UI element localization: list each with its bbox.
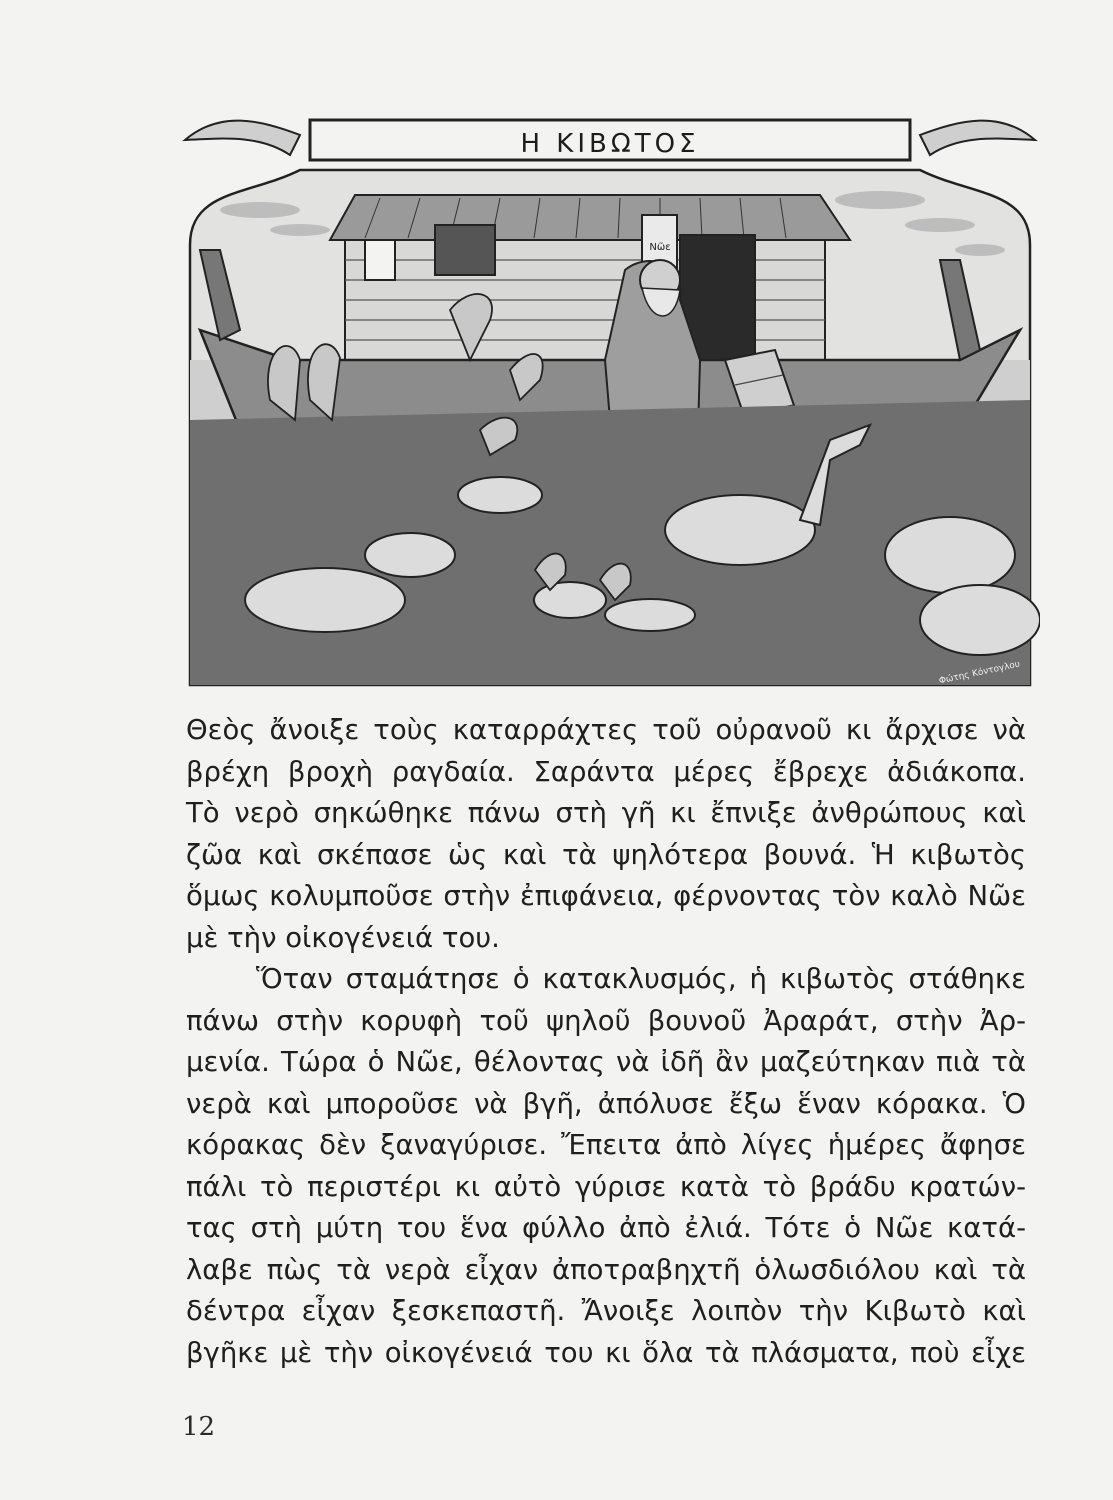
noahs-ark-icon: [180, 100, 1040, 700]
text-line: βρέχη βροχὴ ραγδαία. Σαράντα μέρες ἔβρεχε ἀδιάκοπα.: [186, 755, 1026, 788]
text-line: κόρακας δὲν ξαναγύρισε. Ἔπειτα ἀπὸ λίγες ἡμέρες ἄφησε: [186, 1129, 1026, 1161]
text-line: νερὰ καὶ μποροῦσε νὰ βγῆ, ἀπόλυσε ἔξω ἕναν κόρακα. Ὁ: [186, 1087, 1026, 1120]
paragraph-2: [186, 959, 1026, 1374]
text-line: μενία. Τώρα ὁ Νῶε, θέλοντας νὰ ἰδῆ ἂν μαζεύτηκαν πιὰ τὰ: [186, 1046, 1026, 1078]
paragraph-1: [186, 710, 1026, 959]
text-line: δέντρα εἶχαν ξεσκεπαστῆ. Ἄνοιξε λοιπὸν τὴν Κιβωτὸ καὶ: [186, 1295, 1026, 1327]
text-line: μὲ τὴν οἰκογένειά του.: [186, 921, 500, 954]
text-line: λαβε πὼς τὰ νερὰ εἶχαν ἀποτραβηχτῆ ὁλωσδιόλου καὶ τὰ: [186, 1253, 1026, 1286]
body-text: [186, 710, 1026, 1374]
text-line: βγῆκε μὲ τὴν οἰκογένειά του κι ὅλα τὰ πλάσματα, ποὺ εἶχε: [186, 1336, 1026, 1369]
text-line: ὅμως κολυμποῦσε στὴν ἐπιφάνεια, φέρνοντας τὸν καλὸ Νῶε: [186, 880, 1026, 912]
text-line: πάλι τὸ περιστέρι κι αὐτὸ γύρισε κατὰ τὸ βράδυ κρατών-: [186, 1170, 1026, 1203]
text-line: πάνω στὴν κορυφὴ τοῦ ψηλοῦ βουνοῦ Ἀραράτ, στὴν Ἀρ-: [186, 1004, 1026, 1037]
ark-illustration: [180, 100, 1040, 700]
door-label: Νῶε: [649, 242, 671, 253]
text-line: τας στὴ μύτη του ἕνα φύλλο ἀπὸ ἐλιά. Τότε ὁ Νῶε κατά-: [186, 1212, 1026, 1244]
artist-signature: Φώτης Κόντογλου: [938, 659, 1022, 687]
text-line: Τὸ νερὸ σηκώθηκε πάνω στὴ γῆ κι ἔπνιξε ἀνθρώπους καὶ: [186, 797, 1026, 829]
illustration-title: Η ΚΙΒΩΤΟΣ: [520, 129, 700, 159]
text-line: ζῶα καὶ σκέπασε ὡς καὶ τὰ ψηλότερα βουνά. Ἡ κιβωτὸς: [186, 838, 1026, 871]
text-line: Θεὸς ἄνοιξε τοὺς καταρράχτες τοῦ οὐρανοῦ κι ἄρχισε νὰ: [186, 714, 1026, 746]
page-number: 12: [182, 1412, 216, 1442]
text-line: Ὅταν σταμάτησε ὁ κατακλυσμός, ἡ κιβωτὸς στάθηκε: [256, 963, 1026, 995]
